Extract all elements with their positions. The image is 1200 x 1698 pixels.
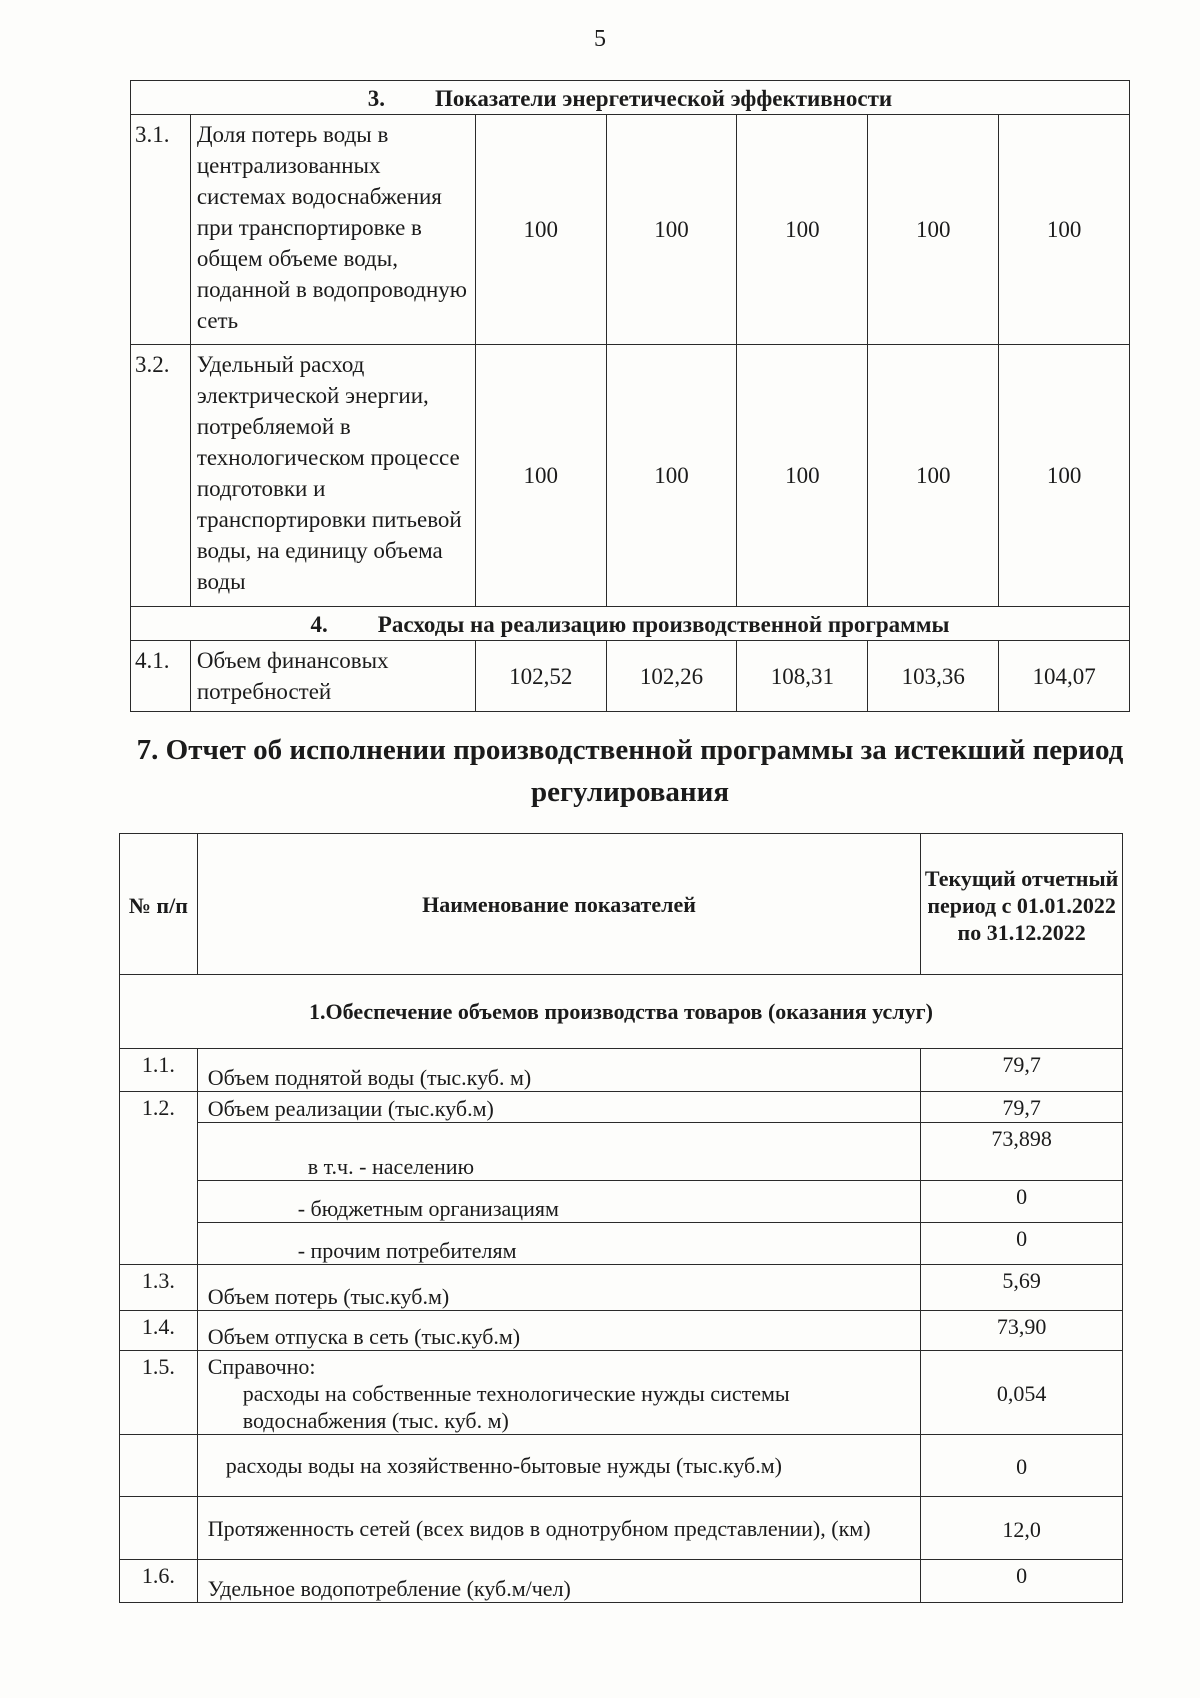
row-value: 100 — [475, 345, 606, 607]
row-number: 1.6. — [120, 1560, 198, 1603]
row-number: 1.1. — [120, 1049, 198, 1092]
row-name: Объем финансовых потребностей — [190, 641, 475, 712]
row-value: 100 — [606, 115, 737, 345]
row-value: 100 — [737, 345, 868, 607]
header-period: Текущий отчетный период с 01.01.2022 по 31.12.2022 — [921, 834, 1123, 975]
row-name: - бюджетным организациям — [197, 1181, 921, 1223]
row-number — [120, 1497, 198, 1560]
row-name: Удельное водопотребление (куб.м/чел) — [197, 1560, 921, 1603]
row-name — [197, 1351, 921, 1435]
section-1-header: 1.Обеспечение объемов производства товаров (оказания услуг) — [120, 975, 1123, 1049]
row-name: в т.ч. - населению — [197, 1123, 921, 1181]
header-number: № п/п — [120, 834, 198, 975]
table-row — [120, 1311, 1123, 1351]
table-row — [120, 1265, 1123, 1311]
efficiency-table — [130, 80, 1130, 712]
row-name: Объем потерь (тыс.куб.м) — [197, 1265, 921, 1311]
row-value: 12,0 — [921, 1497, 1123, 1560]
section-4-number: 4. — [310, 612, 328, 637]
row-value: 0 — [921, 1435, 1123, 1497]
row-name: - прочим потребителям — [197, 1223, 921, 1265]
row-value: 73,898 — [921, 1123, 1123, 1181]
row-number: 4.1. — [131, 641, 191, 712]
row-name: Протяженность сетей (всех видов в однотрубном представлении), (км) — [197, 1497, 921, 1560]
row-number: 1.3. — [120, 1265, 198, 1311]
row-name-line2 — [208, 1380, 911, 1434]
section-4-row — [131, 607, 1130, 641]
row-value: 100 — [868, 115, 999, 345]
table-row — [120, 1560, 1123, 1603]
section-4-header — [131, 607, 1130, 641]
header-row — [120, 834, 1123, 975]
row-name: Объем реализации (тыс.куб.м) — [197, 1092, 921, 1123]
row-value: 102,26 — [606, 641, 737, 712]
row-value: 100 — [999, 345, 1130, 607]
row-value: 0 — [921, 1560, 1123, 1603]
row-name: Доля потерь воды в централизованных системах водоснабжения при транспортировке в общем объеме воды, поданной в водопроводную сеть — [190, 115, 475, 345]
row-value: 100 — [999, 115, 1130, 345]
section-7-heading: 7. Отчет об исполнении производственной программы за истекший период регулирования — [136, 734, 1124, 808]
row-value: 102,52 — [475, 641, 606, 712]
table-row — [120, 1181, 1123, 1223]
row-name: Удельный расход электрической энергии, потребляемой в технологическом процессе подготовки и транспортировки питьевой воды, на единицу объема воды — [190, 345, 475, 607]
production-report-table — [119, 833, 1123, 1603]
header-name: Наименование показателей — [197, 834, 921, 975]
row-value: 100 — [475, 115, 606, 345]
table-row — [120, 1123, 1123, 1181]
row-name: расходы воды на хозяйственно-бытовые нужды (тыс.куб.м) — [197, 1435, 921, 1497]
table-row — [120, 1223, 1123, 1265]
section-4-title: Расходы на реализацию производственной программы — [377, 612, 950, 637]
row-name: Объем отпуска в сеть (тыс.куб.м) — [197, 1311, 921, 1351]
row-value: 0 — [921, 1223, 1123, 1265]
row-value: 108,31 — [737, 641, 868, 712]
row-number: 1.4. — [120, 1311, 198, 1351]
row-number: 1.5. — [120, 1351, 198, 1435]
row-value: 100 — [868, 345, 999, 607]
row-value: 79,7 — [921, 1092, 1123, 1123]
row-value: 100 — [737, 115, 868, 345]
table-row — [120, 1351, 1123, 1435]
row-value: 79,7 — [921, 1049, 1123, 1092]
row-value: 100 — [606, 345, 737, 607]
row-number: 3.1. — [131, 115, 191, 345]
row-number — [120, 1435, 198, 1497]
row-name-text: расходы на собственные технологические нужды системы водоснабжения (тыс. куб. м) — [242, 1381, 790, 1433]
section-3-header — [131, 81, 1130, 115]
section-1-row — [120, 975, 1123, 1049]
table-row — [131, 345, 1130, 607]
table-row — [120, 1435, 1123, 1497]
row-name: Объем поднятой воды (тыс.куб. м) — [197, 1049, 921, 1092]
row-number: 1.2. — [120, 1092, 198, 1265]
row-number: 3.2. — [131, 345, 191, 607]
page-number: 5 — [594, 26, 606, 52]
table-row — [120, 1092, 1123, 1123]
table-row — [131, 115, 1130, 345]
row-value: 0 — [921, 1181, 1123, 1223]
row-value: 103,36 — [868, 641, 999, 712]
row-value: 5,69 — [921, 1265, 1123, 1311]
table-row — [120, 1049, 1123, 1092]
row-name-line1: Справочно: — [207, 1354, 316, 1379]
table-row — [120, 1497, 1123, 1560]
row-value: 73,90 — [921, 1311, 1123, 1351]
section-3-row — [131, 81, 1130, 115]
section-3-title: Показатели энергетической эффективности — [435, 86, 893, 111]
table-row — [131, 641, 1130, 712]
row-value: 104,07 — [999, 641, 1130, 712]
row-value: 0,054 — [921, 1351, 1123, 1435]
section-3-number: 3. — [367, 86, 386, 111]
